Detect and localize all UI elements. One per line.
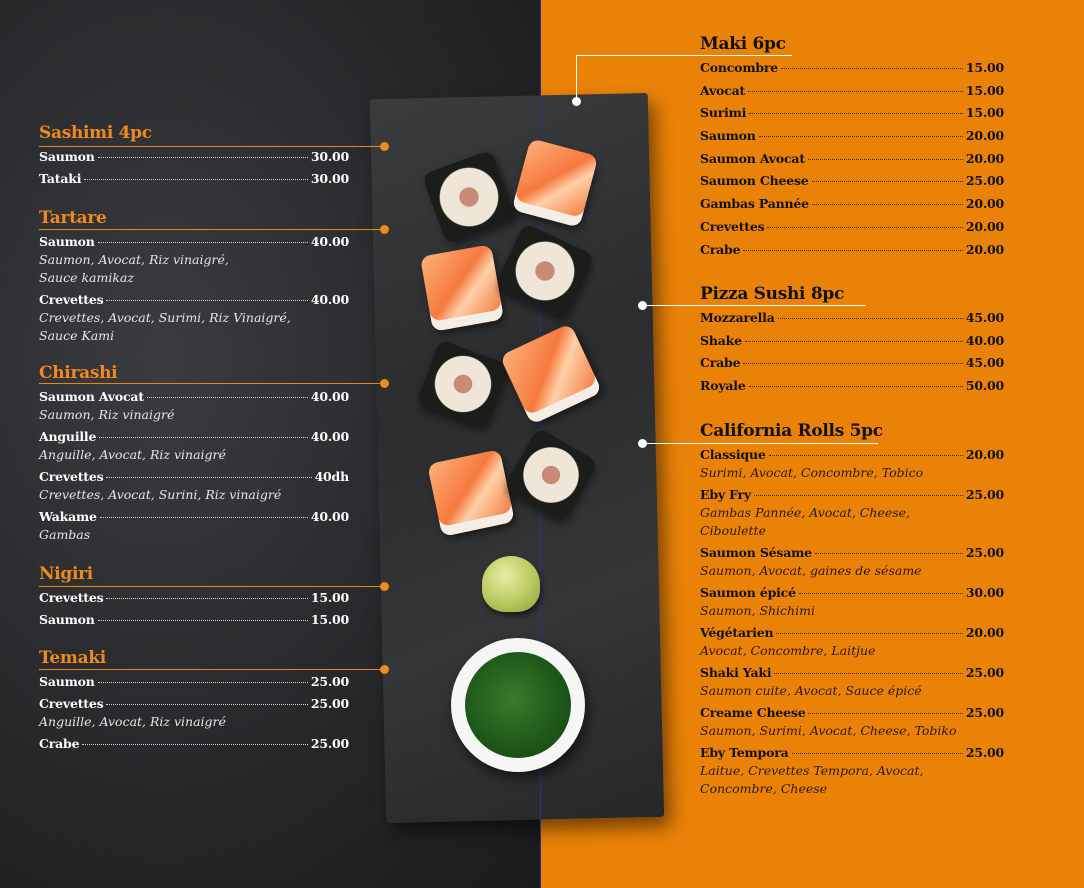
seaweed-salad-bowl-image bbox=[451, 638, 585, 772]
connector-line bbox=[576, 55, 577, 101]
item-price: 20.00 bbox=[965, 218, 1004, 234]
item-price: 20.00 bbox=[965, 128, 1004, 144]
item-price: 45.00 bbox=[965, 310, 1004, 325]
menu-item bbox=[700, 195, 1004, 213]
item-price: 20.00 bbox=[965, 150, 1004, 166]
connector-dot bbox=[638, 439, 647, 448]
section-title: California Rolls 5pc bbox=[700, 421, 883, 441]
item-name: Shake bbox=[700, 332, 742, 348]
item-price: 25.00 bbox=[965, 173, 1004, 189]
item-description: Saumon cuite, Avocat, Sauce épicé bbox=[700, 683, 922, 698]
menu-item bbox=[39, 388, 349, 424]
item-name: Royale bbox=[700, 378, 746, 394]
item-price: 25.00 bbox=[965, 705, 1004, 720]
item-name: Avocat bbox=[700, 82, 746, 98]
item-name: Crevettes bbox=[39, 696, 104, 711]
title-underline bbox=[39, 146, 384, 147]
menu-item bbox=[39, 735, 349, 753]
section-california-rolls bbox=[700, 421, 1004, 798]
item-name: Wakame bbox=[39, 509, 97, 524]
item-price: 25.00 bbox=[310, 696, 349, 711]
item-price: 20.00 bbox=[965, 241, 1004, 257]
section-title: Nigiri bbox=[39, 564, 93, 584]
menu-item bbox=[39, 170, 349, 188]
item-price: 25.00 bbox=[965, 487, 1004, 502]
title-underline bbox=[576, 55, 792, 56]
title-underline bbox=[39, 586, 384, 587]
item-name: Crabe bbox=[39, 736, 80, 751]
menu-item bbox=[700, 332, 1004, 350]
item-price: 20.00 bbox=[965, 447, 1004, 462]
item-name: Saumon bbox=[700, 128, 756, 144]
item-name: Gambas Pannée bbox=[700, 196, 809, 212]
item-name: Saumon bbox=[39, 234, 95, 249]
wasabi-image bbox=[482, 556, 540, 612]
menu-item bbox=[700, 704, 1004, 740]
item-name: Tataki bbox=[39, 171, 82, 186]
menu-item bbox=[700, 150, 1004, 168]
connector-dot bbox=[380, 142, 389, 151]
menu-item bbox=[700, 624, 1004, 660]
item-name: Eby Fry bbox=[700, 487, 751, 502]
salmon-roll-image bbox=[427, 449, 515, 537]
menu-item bbox=[39, 508, 349, 544]
item-description: Laitue, Crevettes Tempora, Avocat, Concombre, Cheese bbox=[700, 763, 924, 796]
menu-item bbox=[700, 241, 1004, 259]
section-tartare bbox=[39, 208, 349, 345]
item-price: 30.00 bbox=[965, 585, 1004, 600]
menu-item bbox=[700, 544, 1004, 580]
item-name: Concombre bbox=[700, 60, 779, 75]
item-description: Crevettes, Avocat, Surimi, Riz Vinaigré, Sauce Kami bbox=[39, 310, 291, 343]
connector-dot bbox=[380, 379, 389, 388]
item-price: 25.00 bbox=[965, 665, 1004, 680]
item-price: 30.00 bbox=[310, 171, 349, 186]
menu-item bbox=[700, 377, 1004, 395]
menu-item bbox=[39, 589, 349, 607]
item-price: 25.00 bbox=[965, 745, 1004, 760]
item-price: 25.00 bbox=[310, 736, 349, 751]
section-chirashi bbox=[39, 363, 349, 544]
menu-item bbox=[700, 82, 1004, 100]
item-name: Eby Tempora bbox=[700, 745, 789, 760]
section-title: Sashimi 4pc bbox=[39, 123, 152, 143]
item-price: 15.00 bbox=[310, 590, 349, 605]
item-description: Saumon, Avocat, Riz vinaigré, Sauce kamikaz bbox=[39, 252, 229, 285]
item-name: Saumon Cheese bbox=[700, 173, 809, 189]
menu-item bbox=[700, 218, 1004, 236]
connector-dot bbox=[380, 225, 389, 234]
item-name: Saumon bbox=[39, 674, 95, 689]
menu-item bbox=[39, 148, 349, 166]
section-title: Tartare bbox=[39, 208, 107, 228]
item-description: Gambas bbox=[39, 527, 91, 542]
menu-item bbox=[700, 104, 1004, 122]
menu-item bbox=[39, 428, 349, 464]
item-description: Saumon, Avocat, gaines de sésame bbox=[700, 563, 922, 578]
item-name: Crabe bbox=[700, 241, 741, 257]
item-name: Crabe bbox=[700, 355, 741, 371]
section-maki bbox=[700, 34, 1004, 259]
menu-item bbox=[700, 127, 1004, 145]
item-price: 15.00 bbox=[965, 82, 1004, 98]
section-pizza-sushi bbox=[700, 284, 1004, 395]
section-temaki bbox=[39, 648, 349, 753]
item-description: Saumon, Shichimi bbox=[700, 603, 815, 618]
menu-item bbox=[700, 172, 1004, 190]
item-name: Saumon bbox=[39, 149, 95, 164]
section-title: Pizza Sushi 8pc bbox=[700, 284, 844, 304]
menu-item bbox=[700, 486, 1004, 540]
title-underline bbox=[39, 229, 384, 230]
item-price: 50.00 bbox=[965, 378, 1004, 394]
item-price: 40.00 bbox=[310, 429, 349, 444]
item-name: Shaki Yaki bbox=[700, 665, 772, 680]
item-name: Crevettes bbox=[39, 590, 104, 605]
section-nigiri bbox=[39, 564, 349, 629]
item-name: Crevettes bbox=[700, 218, 765, 234]
item-price: 45.00 bbox=[965, 355, 1004, 371]
item-description: Anguille, Avocat, Riz vinaigré bbox=[39, 447, 226, 462]
connector-dot bbox=[572, 97, 581, 106]
item-price: 30.00 bbox=[310, 149, 349, 164]
item-price: 25.00 bbox=[310, 674, 349, 689]
menu-item bbox=[700, 744, 1004, 798]
item-price: 40dh bbox=[314, 469, 349, 484]
title-underline bbox=[39, 383, 384, 384]
menu-item bbox=[39, 233, 349, 287]
item-description: Avocat, Concombre, Laitjue bbox=[700, 643, 876, 658]
section-sashimi bbox=[39, 123, 349, 188]
item-price: 40.00 bbox=[310, 389, 349, 404]
menu-item bbox=[700, 59, 1004, 77]
connector-dot bbox=[380, 582, 389, 591]
connector-dot bbox=[638, 301, 647, 310]
menu-item bbox=[700, 309, 1004, 327]
item-price: 25.00 bbox=[965, 545, 1004, 560]
item-description: Crevettes, Avocat, Surini, Riz vinaigré bbox=[39, 487, 282, 502]
item-price: 40.00 bbox=[310, 234, 349, 249]
item-name: Saumon bbox=[39, 612, 95, 627]
item-price: 20.00 bbox=[965, 196, 1004, 212]
item-description: Saumon, Riz vinaigré bbox=[39, 407, 175, 422]
item-name: Saumon Avocat bbox=[700, 150, 805, 166]
item-description: Anguille, Avocat, Riz vinaigré bbox=[39, 714, 226, 729]
item-price: 40.00 bbox=[310, 292, 349, 307]
item-description: Saumon, Surimi, Avocat, Cheese, Tobiko bbox=[700, 723, 957, 738]
item-name: Surimi bbox=[700, 105, 747, 121]
item-price: 20.00 bbox=[965, 625, 1004, 640]
item-name: Saumon Avocat bbox=[39, 389, 144, 404]
menu-item bbox=[700, 354, 1004, 372]
menu-item bbox=[700, 664, 1004, 700]
section-title: Chirashi bbox=[39, 363, 118, 383]
item-price: 15.00 bbox=[965, 105, 1004, 121]
menu-item bbox=[700, 584, 1004, 620]
item-price: 15.00 bbox=[310, 612, 349, 627]
item-name: Mozzarella bbox=[700, 310, 775, 325]
item-name: Anguille bbox=[39, 429, 97, 444]
item-description: Surimi, Avocat, Concombre, Tobico bbox=[700, 465, 924, 480]
connector-dot bbox=[380, 665, 389, 674]
section-title: Temaki bbox=[39, 648, 106, 668]
item-name: Saumon Sésame bbox=[700, 545, 812, 560]
item-name: Classique bbox=[700, 447, 766, 462]
menu-item bbox=[700, 446, 1004, 482]
menu-item bbox=[39, 611, 349, 629]
section-title: Maki 6pc bbox=[700, 34, 786, 54]
item-name: Végétarien bbox=[700, 625, 774, 640]
menu-item bbox=[39, 291, 349, 345]
item-name: Saumon épicé bbox=[700, 585, 796, 600]
item-name: Crevettes bbox=[39, 469, 104, 484]
menu-item bbox=[39, 695, 349, 731]
item-price: 40.00 bbox=[965, 332, 1004, 348]
title-underline bbox=[642, 443, 878, 444]
menu-item bbox=[39, 673, 349, 691]
title-underline bbox=[39, 669, 384, 670]
menu-item bbox=[39, 468, 349, 504]
item-description: Gambas Pannée, Avocat, Cheese, Ciboulette bbox=[700, 505, 911, 538]
item-name: Creame Cheese bbox=[700, 705, 806, 720]
title-underline bbox=[642, 305, 866, 306]
item-name: Crevettes bbox=[39, 292, 104, 307]
item-price: 40.00 bbox=[310, 509, 349, 524]
item-price: 15.00 bbox=[965, 60, 1004, 75]
salmon-roll-image bbox=[420, 244, 504, 331]
